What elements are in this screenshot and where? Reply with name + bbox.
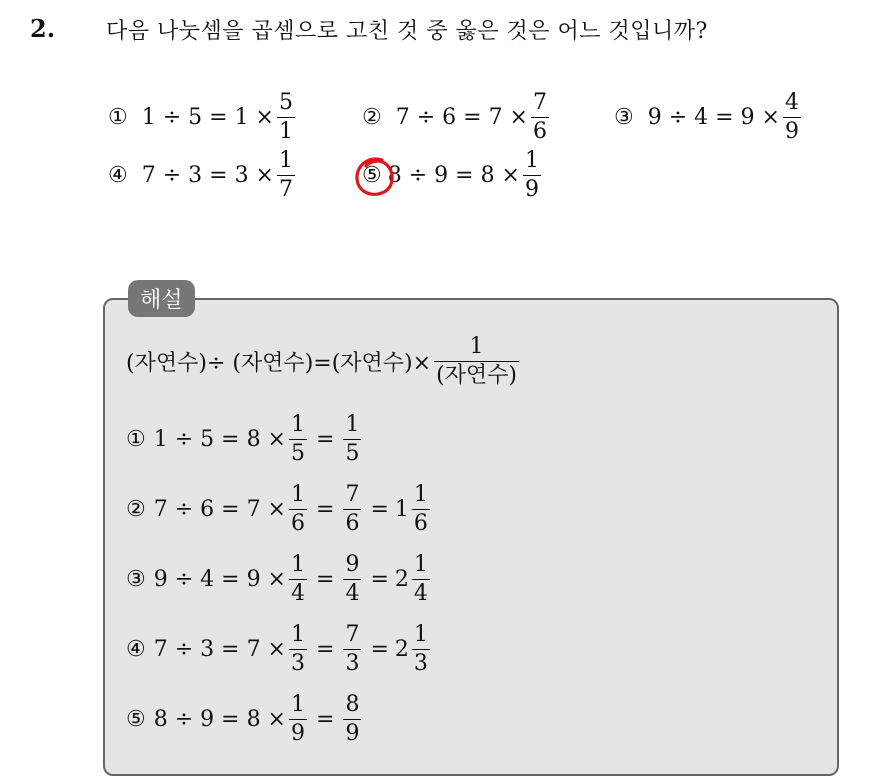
- choice-mark: ⑤: [362, 163, 382, 188]
- rule-text: (자연수)÷ (자연수)=(자연수)×: [126, 351, 432, 376]
- question-number: 2.: [30, 14, 56, 43]
- explanation-line-5: ⑤ 8 ÷ 9 = 8 × $\frac{1}{9}$ = $\frac{8}{9}$: [126, 692, 360, 746]
- choice-expression: 8 ÷ 9 = 8 ×: [387, 163, 520, 188]
- choice-mark: ③: [614, 105, 634, 130]
- explanation-rule: [126, 336, 522, 387]
- question-text: 다음 나눗셈을 곱셈으로 고친 것 중 옳은 것은 어느 것입니까?: [106, 19, 708, 44]
- choice-mark: ②: [362, 105, 382, 130]
- choice-fraction: $\frac{5}{1}$: [279, 90, 293, 144]
- choice-5[interactable]: [362, 150, 544, 201]
- choice-fraction: $\frac{1}{9}$: [525, 148, 539, 202]
- explanation-line-3: ③ 9 ÷ 4 = 9 × $\frac{1}{4}$ = $\frac{9}{4}$ = 2 $\frac{1}{4}$: [126, 552, 428, 606]
- choice-3[interactable]: [614, 92, 804, 143]
- choice-fraction: $\frac{7}{6}$: [533, 90, 547, 144]
- choice-fraction: $\frac{4}{9}$: [785, 90, 799, 144]
- rule-fraction: $\frac{1}{\text{(자연수)}}$: [436, 334, 517, 388]
- choice-mark: ①: [108, 105, 128, 130]
- choice-expression: 7 ÷ 6 = 7 ×: [395, 105, 528, 130]
- choice-expression: 7 ÷ 3 = 3 ×: [141, 163, 274, 188]
- choice-mark: ④: [108, 163, 128, 188]
- choice-2[interactable]: [362, 92, 552, 143]
- explanation-label: 해설: [128, 280, 195, 317]
- choice-expression: 9 ÷ 4 = 9 ×: [647, 105, 780, 130]
- choice-4[interactable]: [108, 150, 298, 201]
- choice-1[interactable]: [108, 92, 298, 143]
- choice-fraction: $\frac{1}{7}$: [279, 148, 293, 202]
- choice-expression: 1 ÷ 5 = 1 ×: [141, 105, 274, 130]
- explanation-line-2: ② 7 ÷ 6 = 7 × $\frac{1}{6}$ = $\frac{7}{6}$ = 1 $\frac{1}{6}$: [126, 482, 428, 536]
- explanation-line-4: ④ 7 ÷ 3 = 7 × $\frac{1}{3}$ = $\frac{7}{3}$ = 2 $\frac{1}{3}$: [126, 622, 428, 676]
- explanation-line-1: ① 1 ÷ 5 = 8 × $\frac{1}{5}$ = $\frac{1}{5}$: [126, 412, 360, 466]
